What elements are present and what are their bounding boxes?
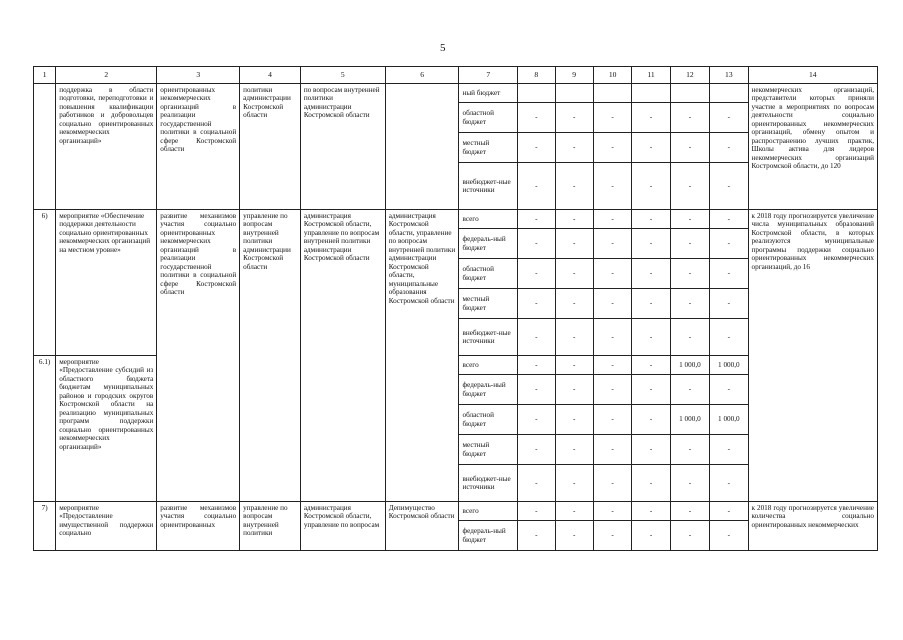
value-cell: -	[555, 465, 593, 502]
value-cell: -	[670, 465, 709, 502]
value-cell: -	[593, 502, 631, 521]
value-cell: 1 000,0	[670, 356, 709, 375]
event-purpose: развитие механизмов участия социально ориентированных некоммерческих организаций в реализации государственной политики в социальной сфере Костромской области	[157, 210, 240, 502]
value-cell: -	[670, 319, 709, 356]
value-cell: -	[710, 502, 748, 521]
value-cell: -	[593, 356, 631, 375]
value-cell: -	[710, 133, 748, 163]
value-cell: -	[518, 133, 555, 163]
page-number: 5	[440, 42, 446, 54]
event-description: мероприятие «Предоставление субсидий из областного бюджета бюджетам муниципальных районов и городских округов Костромской области на реализацию муниципальных программ поддержки социально ориентированных некоммерческих организаций»	[56, 356, 157, 502]
header-cell: 9	[555, 67, 593, 84]
value-cell: -	[632, 210, 670, 229]
header-cell: 3	[157, 67, 240, 84]
funding-source: внебюджет-ные источники	[459, 319, 518, 356]
event-description: мероприятие «Обеспечение поддержки деятельности социально ориентированных некоммерческих организаций на местном уровне»	[56, 210, 157, 356]
event-description: поддержка в области подготовки, переподготовки и повышения квалификации работников и добровольцев социально ориентированных некоммерческих организаций»	[56, 84, 157, 210]
value-cell: -	[710, 435, 748, 465]
funding-source: местный бюджет	[459, 435, 518, 465]
value-cell: -	[518, 502, 555, 521]
funding-source: внебюджет-ные источники	[459, 163, 518, 210]
header-cell: 14	[748, 67, 877, 84]
value-cell: -	[670, 259, 709, 289]
program-table	[33, 66, 878, 551]
header-cell: 4	[240, 67, 301, 84]
value-cell: -	[632, 289, 670, 319]
value-cell: -	[670, 375, 709, 405]
participants	[385, 84, 459, 210]
value-cell: -	[632, 103, 670, 133]
value-cell: -	[555, 319, 593, 356]
value-cell: -	[518, 465, 555, 502]
header-cell: 13	[710, 67, 748, 84]
value-cell: -	[555, 103, 593, 133]
value-cell: -	[593, 210, 631, 229]
event-purpose: развитие механизмов участия социально ориентированных	[157, 502, 240, 551]
value-cell: -	[632, 163, 670, 210]
value-cell: -	[593, 521, 631, 551]
value-cell: -	[670, 103, 709, 133]
value-cell: -	[518, 319, 555, 356]
value-cell: -	[670, 435, 709, 465]
value-cell: -	[710, 163, 748, 210]
value-cell: -	[555, 289, 593, 319]
value-cell: -	[518, 435, 555, 465]
table-row	[34, 84, 878, 103]
value-cell: -	[710, 375, 748, 405]
value-cell: -	[555, 163, 593, 210]
responsible-executor: политики администрации Костромской области	[240, 84, 301, 210]
funding-source: всего	[459, 356, 518, 375]
header-cell: 5	[300, 67, 385, 84]
value-cell: -	[632, 521, 670, 551]
co-executors: по вопросам внутренней политики администрации Костромской области	[300, 84, 385, 210]
value-cell: -	[593, 375, 631, 405]
value-cell: -	[555, 259, 593, 289]
funding-source: местный бюджет	[459, 133, 518, 163]
value-cell: -	[593, 133, 631, 163]
header-cell: 8	[518, 67, 555, 84]
value-cell: -	[555, 356, 593, 375]
value-cell: -	[670, 289, 709, 319]
value-cell: -	[593, 289, 631, 319]
value-cell: -	[518, 163, 555, 210]
row-number	[34, 84, 56, 210]
funding-source: областной бюджет	[459, 103, 518, 133]
value-cell: -	[555, 229, 593, 259]
value-cell: -	[518, 210, 555, 229]
value-cell: -	[593, 435, 631, 465]
funding-source: местный бюджет	[459, 289, 518, 319]
funding-source: всего	[459, 502, 518, 521]
value-cell: 1 000,0	[710, 405, 748, 435]
value-cell: 1 000,0	[670, 405, 709, 435]
co-executors: администрация Костромской области, управление по вопросам	[300, 502, 385, 551]
header-cell: 1	[34, 67, 56, 84]
value-cell: -	[555, 435, 593, 465]
value-cell: -	[555, 133, 593, 163]
value-cell: -	[555, 405, 593, 435]
value-cell: -	[670, 502, 709, 521]
value-cell: -	[518, 259, 555, 289]
value-cell: -	[710, 319, 748, 356]
value-cell: -	[632, 465, 670, 502]
value-cell: -	[555, 502, 593, 521]
funding-source: областной бюджет	[459, 405, 518, 435]
header-row	[34, 67, 878, 84]
value-cell: 1 000,0	[710, 356, 748, 375]
row-number: 6)	[34, 210, 56, 356]
responsible-executor: управление по вопросам внутренней политики	[240, 502, 301, 551]
expected-result: к 2018 году прогнозируется увеличение числа муниципальных образований Костромской области, в которых реализуются муниципальные программы поддержки социально ориентированных некоммерческих организаций, до 16	[748, 210, 877, 502]
value-cell: -	[632, 502, 670, 521]
participants: администрация Костромской области, управление по вопросам внутренней политики администрации Костромской области, муниципальные образования Костромской области	[385, 210, 459, 502]
value-cell	[710, 84, 748, 103]
expected-result: некоммерческих организаций, представители которых приняли участие в мероприятиях по вопросам деятельности социально ориентированных некоммерческих организаций, обмену опытом и распространению лучших практик, Школы актива для лидеров некоммерческих организаций Костромской области, до 120	[748, 84, 877, 210]
value-cell	[555, 84, 593, 103]
value-cell: -	[555, 375, 593, 405]
value-cell: -	[710, 259, 748, 289]
value-cell: -	[593, 319, 631, 356]
value-cell: -	[518, 405, 555, 435]
row-number: 7)	[34, 502, 56, 551]
value-cell: -	[632, 435, 670, 465]
value-cell: -	[670, 210, 709, 229]
value-cell: -	[710, 103, 748, 133]
participants: Депимущество Костромской области	[385, 502, 459, 551]
value-cell: -	[593, 405, 631, 435]
header-cell: 7	[459, 67, 518, 84]
co-executors: администрация Костромской области, управление по вопросам внутренней политики администрации Костромской области	[300, 210, 385, 502]
value-cell	[632, 84, 670, 103]
header-cell: 11	[632, 67, 670, 84]
value-cell: -	[710, 465, 748, 502]
event-purpose: ориентированных некоммерческих организаций в реализации государственной политики в социальной сфере Костромской области	[157, 84, 240, 210]
funding-source: федераль-ный бюджет	[459, 521, 518, 551]
value-cell: -	[593, 163, 631, 210]
value-cell: -	[518, 356, 555, 375]
funding-source: внебюджет-ные источники	[459, 465, 518, 502]
header-cell: 6	[385, 67, 459, 84]
funding-source: всего	[459, 210, 518, 229]
value-cell: -	[518, 521, 555, 551]
value-cell: -	[593, 465, 631, 502]
value-cell: -	[632, 356, 670, 375]
value-cell: -	[710, 289, 748, 319]
value-cell: -	[593, 259, 631, 289]
table-row	[34, 502, 878, 521]
value-cell: -	[555, 210, 593, 229]
value-cell: -	[632, 319, 670, 356]
value-cell	[670, 84, 709, 103]
value-cell: -	[632, 259, 670, 289]
value-cell: -	[518, 375, 555, 405]
funding-source: областной бюджет	[459, 259, 518, 289]
value-cell: -	[632, 375, 670, 405]
value-cell: -	[632, 405, 670, 435]
value-cell: -	[632, 229, 670, 259]
funding-source: федераль-ный бюджет	[459, 229, 518, 259]
value-cell: -	[670, 163, 709, 210]
table-row	[34, 210, 878, 229]
value-cell: -	[670, 133, 709, 163]
header-cell: 12	[670, 67, 709, 84]
value-cell: -	[518, 103, 555, 133]
header-cell: 2	[56, 67, 157, 84]
value-cell: -	[593, 229, 631, 259]
value-cell	[593, 84, 631, 103]
value-cell	[518, 84, 555, 103]
value-cell: -	[710, 229, 748, 259]
value-cell: -	[632, 133, 670, 163]
expected-result: к 2018 году прогнозируется увеличение количества социально ориентированных некоммерческих	[748, 502, 877, 551]
value-cell: -	[670, 229, 709, 259]
value-cell: -	[518, 289, 555, 319]
row-number: 6.1)	[34, 356, 56, 502]
value-cell: -	[555, 521, 593, 551]
value-cell: -	[518, 229, 555, 259]
funding-source: федераль-ный бюджет	[459, 375, 518, 405]
event-description: мероприятие «Предоставление имущественной поддержки социально	[56, 502, 157, 551]
value-cell: -	[710, 521, 748, 551]
value-cell: -	[710, 210, 748, 229]
value-cell: -	[593, 103, 631, 133]
header-cell: 10	[593, 67, 631, 84]
funding-source: ный бюджет	[459, 84, 518, 103]
responsible-executor: управление по вопросам внутренней политики администрации Костромской области	[240, 210, 301, 502]
value-cell: -	[670, 521, 709, 551]
